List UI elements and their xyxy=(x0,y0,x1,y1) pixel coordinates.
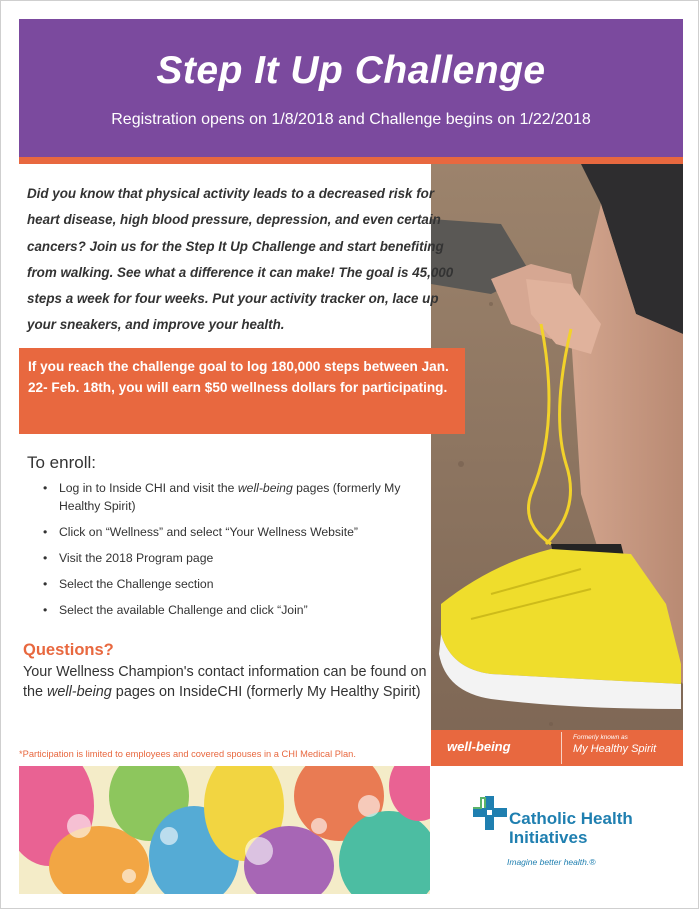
formerly-known-label: Formerly known as xyxy=(573,734,628,741)
header-accent-stripe xyxy=(19,157,683,164)
questions-heading: Questions? xyxy=(23,641,114,659)
wellbeing-divider xyxy=(561,732,562,764)
enroll-step: • Visit the 2018 Program page xyxy=(43,551,214,565)
former-program-name: My Healthy Spirit xyxy=(573,743,657,755)
enroll-step: • Click on “Wellness” and select “Your Wellness Website” xyxy=(43,525,358,539)
enroll-steps xyxy=(37,479,427,627)
chi-cross-logo-icon xyxy=(473,796,507,830)
enroll-heading: To enroll: xyxy=(27,453,96,472)
page-title: Step It Up Challenge xyxy=(156,49,546,92)
wellbeing-label: well-being xyxy=(447,739,511,754)
participation-footnote: *Participation is limited to employees and covered spouses in a CHI Medical Plan. xyxy=(19,749,356,759)
organization-name: Catholic Health Initiatives xyxy=(509,809,633,847)
enroll-step: • Select the available Challenge and click “Join” xyxy=(43,603,308,617)
reward-text: If you reach the challenge goal to log 180,000 steps between Jan. 22- Feb. 18th, you will earn $50 wellness dollars for participating. xyxy=(28,359,449,395)
sneaker-photo xyxy=(431,164,683,764)
organization-tagline: Imagine better health.® xyxy=(507,857,596,867)
enroll-step: • Log in to Inside CHI and visit the well-being pages (formerly My Healthy Spirit) xyxy=(43,481,401,513)
intro-paragraph: Did you know that physical activity leads to a decreased risk for heart disease, high blood pressure, depression, and even certain cancers? Join us for the Step It Up Challenge and start benefiting from walking. See what a difference it can make! The goal is 45,000 steps a week for four weeks. Put your activity tracker on, lace up your sneakers, and improve your health. xyxy=(27,186,454,333)
questions-body: Your Wellness Champion's contact information can be found on the well-being pages on InsideCHI (formerly My Healthy Spirit) xyxy=(23,664,427,700)
registration-dates: Registration opens on 1/8/2018 and Challenge begins on 1/22/2018 xyxy=(111,111,591,128)
decorative-artwork xyxy=(19,766,430,894)
enroll-step: • Select the Challenge section xyxy=(43,577,214,591)
